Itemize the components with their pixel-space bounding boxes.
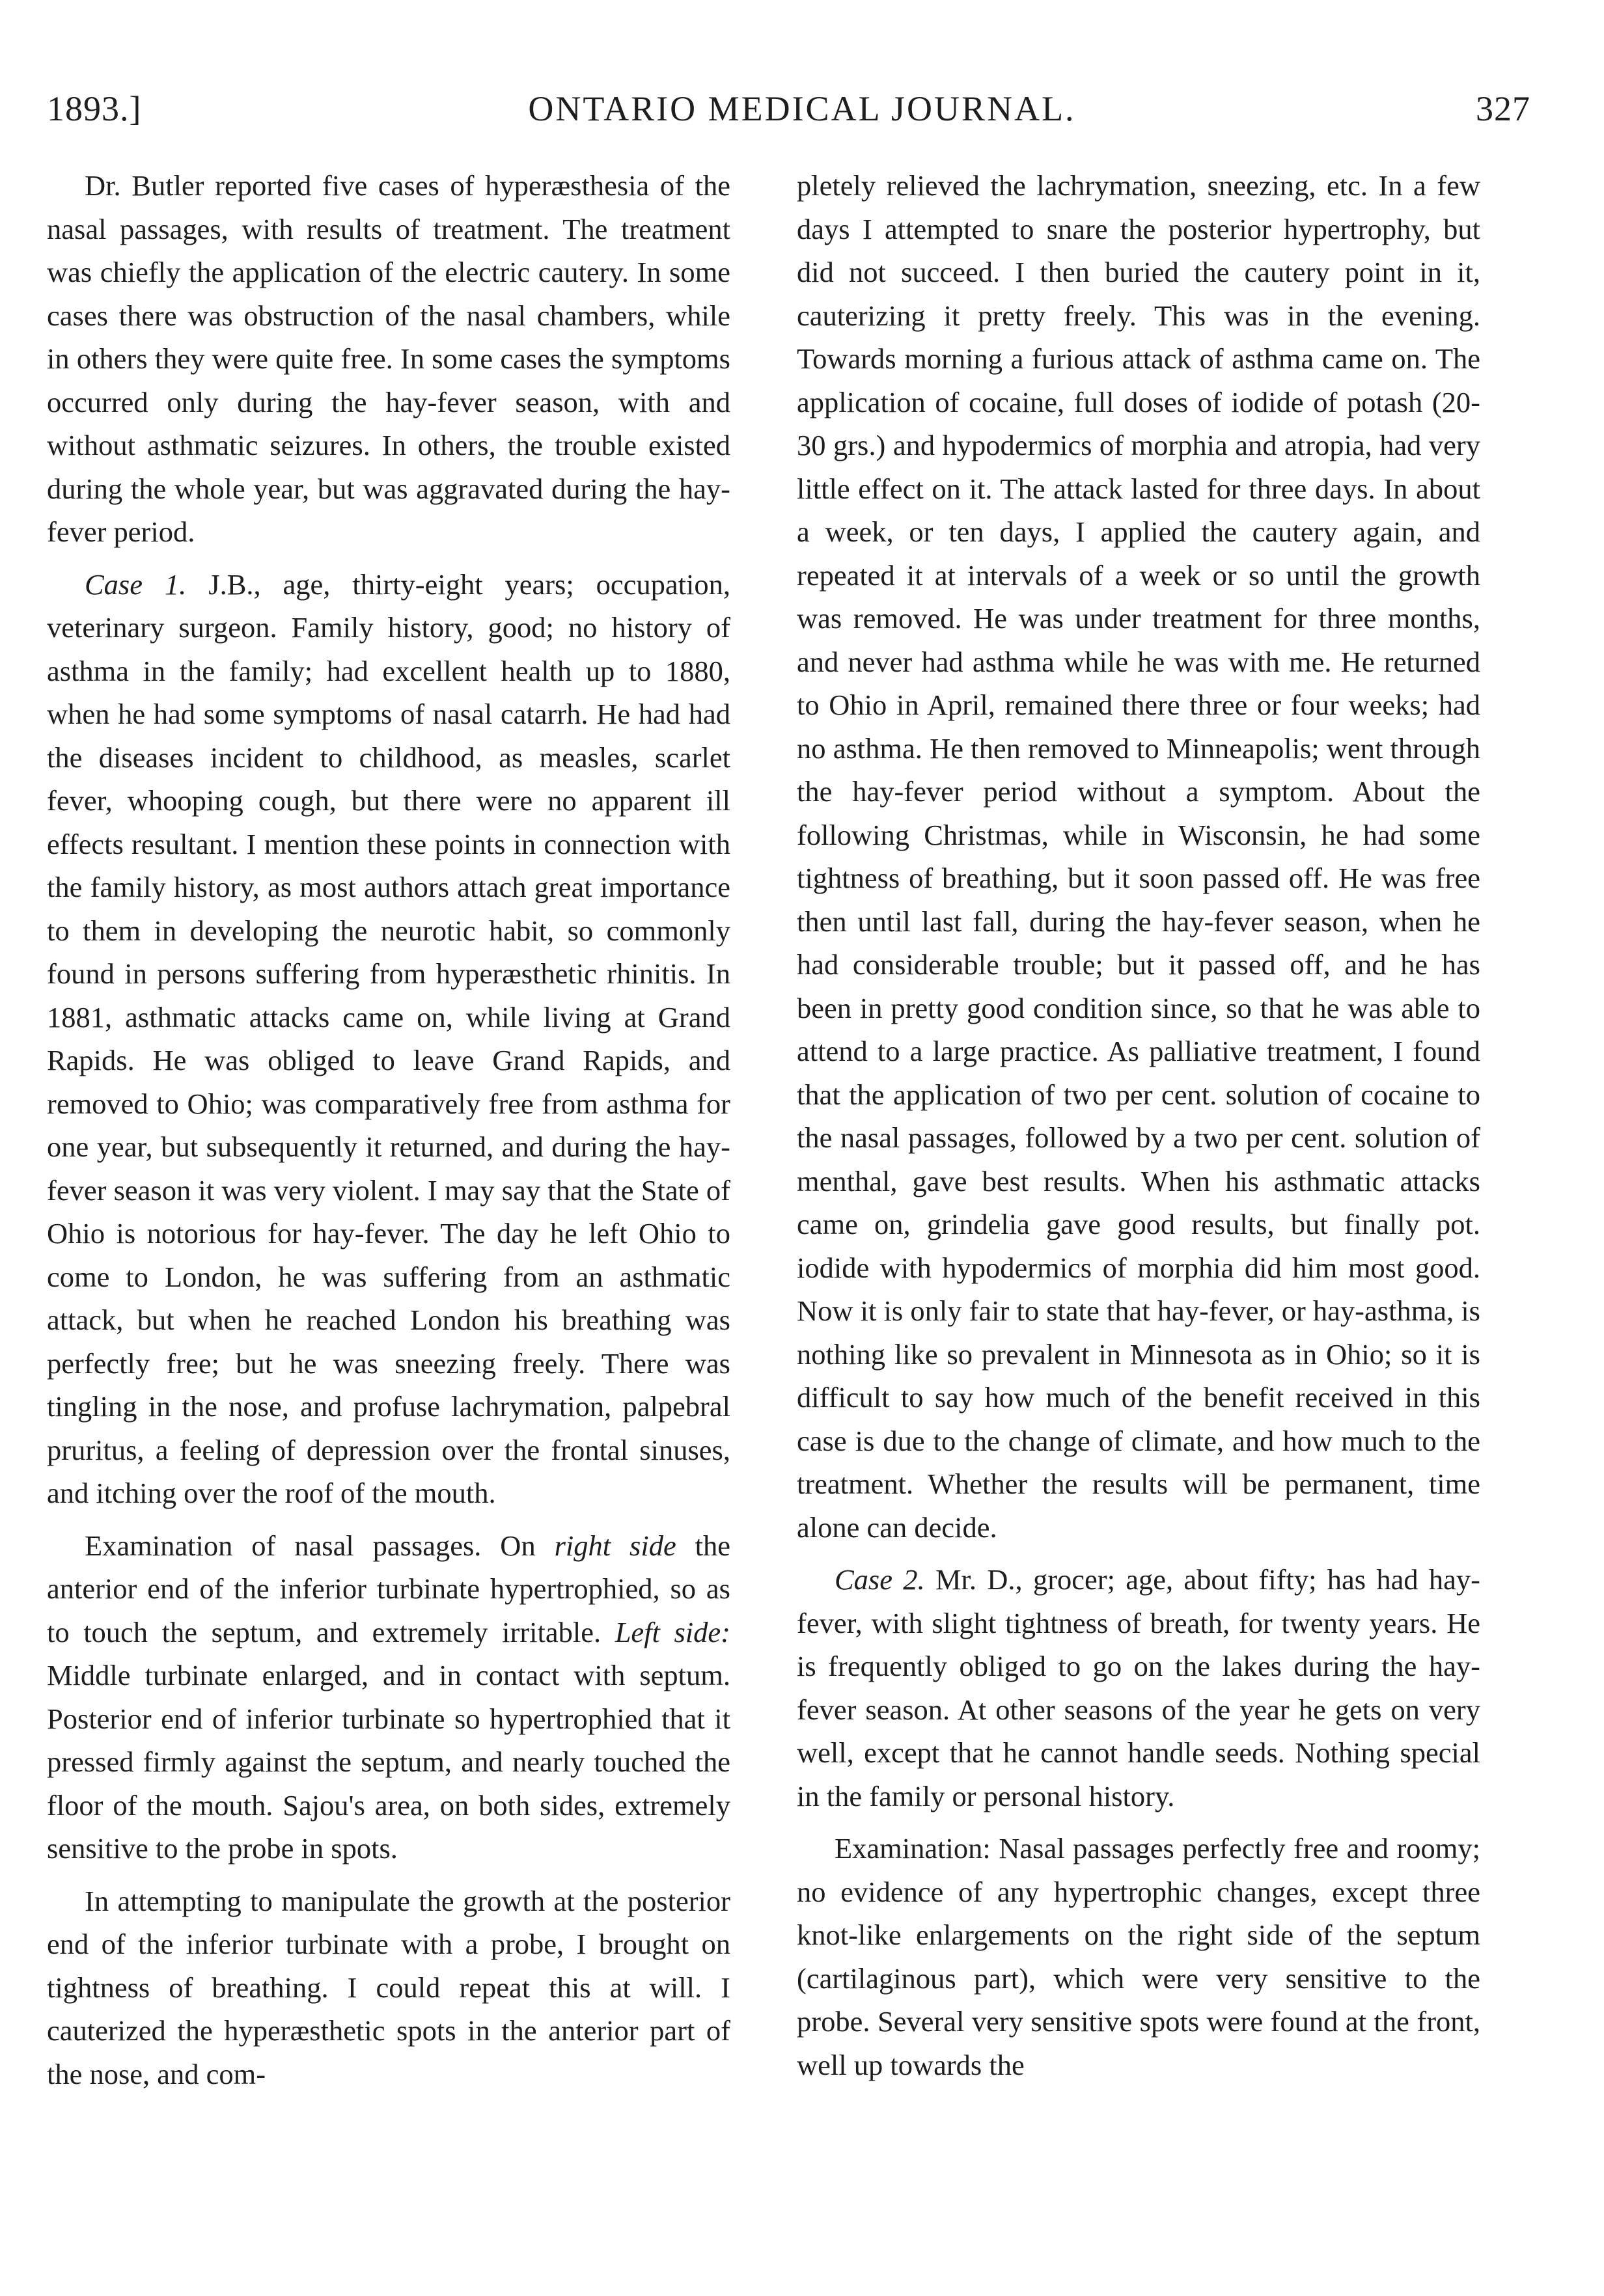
case-2-text: Mr. D., grocer; age, about fifty; has had hay-fever, with slight tightness of breath, for twenty years. He is frequently obliged to go on the lakes during the hay-fever season. At other seasons of the year he gets on very well, except that he cannot handle seeds. Nothing special in the family or personal history. [797,1563,1480,1812]
examination-paragraph [47,1524,730,1870]
page-number: 327 [1476,89,1530,128]
journal-title: ONTARIO MEDICAL JOURNAL. [528,89,1076,128]
case-1-text: J.B., age, thirty-eight years; occupation, veterinary surgeon. Family history, good; no history of asthma in the family; had excellent health up to 1880, when he had some symptoms of nasal catarrh. He had had the diseases incident to childhood, as measles, scarlet fever, whooping cough, but there were no apparent ill effects resultant. I mention these points in connection with the family history, as most authors attach great importance to them in developing the neurotic habit, so commonly found in persons suffering from hyperæsthetic rhinitis. In 1881, asthmatic attacks came on, while living at Grand Rapids. He was obliged to leave Grand Rapids, and removed to Ohio; was comparatively free from asthma for one year, but subsequently it returned, and during the hay-fever season it was very violent. I may say that the State of Ohio is notorious for hay-fever. The day he left Ohio to come to London, he was suffering from an asthmatic attack, but when he reached London his breathing was perfectly free; but he was sneezing freely. There was tingling in the nose, and profuse lachrymation, palpebral pruritus, a feeling of depression over the frontal sinuses, and itching over the roof of the mouth. [47,567,731,1509]
case-1-label: Case 1. [85,567,187,601]
left-side-label: Left side: [615,1615,730,1648]
examination-left-text: Middle turbinate enlarged, and in contact with septum. Posterior end of inferior turbinate so hypertrophied that it pressed firmly against the septum, and nearly touched the floor of the mouth. Sajou's area, on both sides, extremely sensitive to the probe in spots. [47,1659,730,1865]
running-header [0,89,1604,154]
case-2-paragraph [797,1558,1480,1818]
header-year: 1893.] [47,89,142,128]
examination-intro: Examination of nasal passages. On [85,1529,536,1562]
left-column [47,164,730,2096]
right-column [797,164,1480,2086]
examination-right-text: the anterior end of the inferior turbinate hypertrophied, so as to touch the septum, and extremely irritable. [47,1529,731,1648]
intro-paragraph: Dr. Butler reported five cases of hyperæsthesia of the nasal passages, with results of treatment. The treatment was chiefly the application of the electric cautery. In some cases there was obstruction of the nasal chambers, while in others they were quite free. In some cases the symptoms occurred only during the hay-fever season, with and without asthmatic seizures. In others, the trouble existed during the whole year, but was aggravated during the hay-fever period. [47,169,730,548]
treatment-paragraph: In attempting to manipulate the growth at the posterior end of the inferior turbinate with a probe, I brought on tightness of breathing. I could repeat this at will. I cauterized the hyperæsthetic spots in the anterior part of the nose, and com- [47,1884,730,2090]
case-1-paragraph [47,563,730,1515]
right-side-label: right side [554,1529,676,1562]
case-2-label: Case 2. [835,1563,925,1596]
continued-paragraph: pletely relieved the lachrymation, sneezing, etc. In a few days I attempted to snare the posterior hypertrophy, but did not succeed. I then buried the cautery point in it, cauterizing it pretty freely. This was in the evening. Towards morning a furious attack of asthma came on. The application of cocaine, full doses of iodide of potash (20-30 grs.) and hypodermics of morphia and atropia, had very little effect on it. The attack lasted for three days. In about a week, or ten days, I applied the cautery again, and repeated it at intervals of a week or so until the growth was removed. He was under treatment for three months, and never had asthma while he was with me. He returned to Ohio in April, remained there three or four weeks; had no asthma. He then removed to Minneapolis; went through the hay-fever period without a symptom. About the following Christmas, while in Wisconsin, he had some tightness of breathing, but it soon passed off. He was free then until last fall, during the hay-fever season, when he had considerable trouble; but it passed off, and he has been in pretty good condition since, so that he was able to attend to a large practice. As palliative treatment, I found that the application of two per cent. solution of cocaine to the nasal passages, followed by a two per cent. solution of menthal, gave best results. When his asthmatic attacks came on, grindelia gave good results, but finally pot. iodide with hypodermics of morphia did him most good. Now it is only fair to state that hay-fever, or hay-asthma, is nothing like so prevalent in Minnesota as in Ohio; so it is difficult to say how much of the benefit received in this case is due to the change of climate, and how much to the treatment. Whether the results will be permanent, time alone can decide. [797,169,1480,1544]
case-2-examination-paragraph: Examination: Nasal passages perfectly free and roomy; no evidence of any hypertrophic changes, except three knot-like enlargements on the right side of the septum (cartilaginous part), which were very sensitive to the probe. Several very sensitive spots were found at the front, well up towards the [797,1832,1480,2081]
